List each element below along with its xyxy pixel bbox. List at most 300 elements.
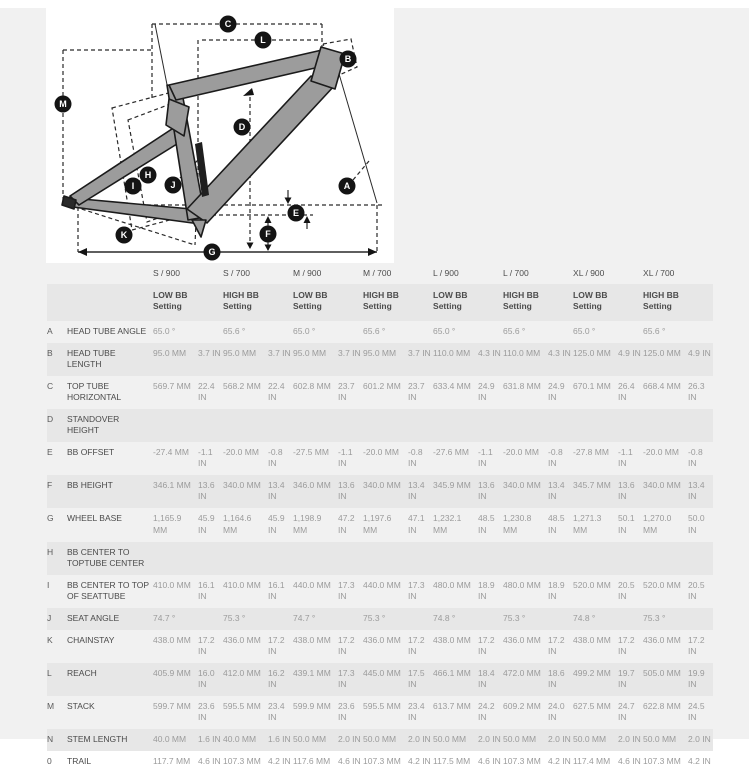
value-mm: 75.3 ° <box>643 608 688 630</box>
bike-frame-geometry-diagram <box>46 8 394 263</box>
value-mm: 340.0 MM <box>223 475 268 508</box>
dimension-name: HEAD TUBE LENGTH <box>67 343 153 376</box>
dimension-name: HEAD TUBE ANGLE <box>67 325 147 336</box>
value-in: 24.5 IN <box>688 700 705 723</box>
empty-cell <box>198 542 223 575</box>
value-mm: 117.4 MM <box>573 756 611 767</box>
svg-text:K: K <box>120 230 128 241</box>
value-in: 1.6 IN <box>198 729 223 751</box>
value-mm: 436.0 MM <box>223 634 261 645</box>
bb-setting-header: HIGH BB Setting <box>643 284 713 321</box>
value-in: 24.7 IN <box>618 700 635 723</box>
bb-setting-header: LOW BB Setting <box>573 284 643 321</box>
value-in: 24.2 IN <box>478 700 495 723</box>
table-row-C <box>47 376 713 409</box>
value-in: 23.7 IN <box>338 381 355 403</box>
bb-shell <box>192 220 206 237</box>
value-mm: 65.0 ° <box>293 325 316 336</box>
value-mm: 117.5 MM <box>433 756 471 767</box>
empty-cell <box>433 409 478 442</box>
empty-cell <box>688 542 713 575</box>
value-mm: -27.5 MM <box>293 447 329 458</box>
empty-cell <box>548 542 573 575</box>
value-mm: 117.7 MM <box>153 756 191 767</box>
value-in: 23.6 IN <box>338 700 355 723</box>
size-header: M / 700 <box>363 268 392 278</box>
svg-text:B: B <box>344 54 352 65</box>
value-in: 4.9 IN <box>618 343 643 376</box>
empty-cell <box>478 542 503 575</box>
value-mm: 1,230.8 MM <box>503 513 532 535</box>
value-in: 16.2 IN <box>268 663 293 696</box>
value-in <box>198 608 223 630</box>
value-in: 16.1 IN <box>268 579 285 601</box>
dimension-name: BB HEIGHT <box>67 475 153 508</box>
value-in: 20.5 IN <box>688 579 705 601</box>
value-in: 4.6 IN <box>338 756 361 767</box>
value-in <box>618 321 643 343</box>
value-mm: 440.0 MM <box>293 579 331 590</box>
value-mm: 346.1 MM <box>153 475 198 508</box>
value-in: 17.2 IN <box>688 634 705 656</box>
value-mm: 1,164.6 MM <box>223 513 252 535</box>
value-in <box>618 608 643 630</box>
bb-setting-header: LOW BB Setting <box>293 284 363 321</box>
dimension-name: STACK <box>67 700 95 711</box>
value-mm: 340.0 MM <box>363 475 408 508</box>
value-in <box>548 321 573 343</box>
empty-cell <box>408 409 433 442</box>
value-in: 2.0 IN <box>478 729 503 751</box>
value-mm: 499.2 MM <box>573 663 618 696</box>
value-mm: 622.8 MM <box>643 700 681 711</box>
value-in: 23.4 IN <box>408 700 425 723</box>
empty-cell <box>643 409 688 442</box>
value-in: 17.2 IN <box>408 634 425 656</box>
value-mm: 410.0 MM <box>223 579 261 590</box>
empty-cell <box>223 542 268 575</box>
svg-text:J: J <box>170 180 176 191</box>
value-mm: 65.6 ° <box>363 325 386 336</box>
value-in: 24.9 IN <box>478 381 495 403</box>
dimension-name: BB CENTER TO TOPTUBE CENTER <box>67 542 153 575</box>
value-in: 2.0 IN <box>338 729 363 751</box>
dimension-label-F <box>260 226 277 243</box>
dimension-letter: M <box>47 700 55 711</box>
table-row-L <box>47 663 713 696</box>
value-mm: 1,198.9 MM <box>293 513 322 535</box>
empty-cell <box>618 542 643 575</box>
value-mm: 50.0 MM <box>573 729 618 751</box>
empty-cell <box>688 409 713 442</box>
svg-text:A: A <box>343 181 351 192</box>
value-mm: 595.5 MM <box>363 700 401 711</box>
bb-setting-header: HIGH BB Setting <box>363 284 433 321</box>
dimension-label-A <box>339 178 356 195</box>
value-mm: 599.9 MM <box>293 700 331 711</box>
empty-cell <box>478 409 503 442</box>
value-mm: 670.1 MM <box>573 381 611 392</box>
value-mm: 438.0 MM <box>433 634 471 645</box>
value-in: 1.6 IN <box>268 729 293 751</box>
empty-cell <box>363 409 408 442</box>
value-in: 3.7 IN <box>268 343 293 376</box>
value-in: 48.5 IN <box>478 513 495 535</box>
value-in: 4.6 IN <box>618 756 641 767</box>
value-in: 4.2 IN <box>408 756 431 767</box>
value-mm: 65.6 ° <box>503 325 526 336</box>
value-in: 18.6 IN <box>548 663 573 696</box>
dimension-label-M <box>55 96 72 113</box>
value-mm: -27.4 MM <box>153 447 189 458</box>
dimension-letter: J <box>47 608 67 630</box>
value-mm: 107.3 MM <box>503 756 541 767</box>
value-mm: 1,165.9 MM <box>153 513 182 535</box>
bb-setting-header-row <box>47 284 713 321</box>
value-in: 13.4 IN <box>688 475 713 508</box>
value-mm: 50.0 MM <box>363 729 408 751</box>
value-mm: -20.0 MM <box>223 447 259 458</box>
value-mm: 438.0 MM <box>153 634 191 645</box>
value-in: 4.6 IN <box>478 756 501 767</box>
value-mm: 65.0 ° <box>433 325 456 336</box>
value-in: 4.3 IN <box>548 343 573 376</box>
value-mm: 520.0 MM <box>573 579 611 590</box>
dimension-name: CHAINSTAY <box>67 634 115 645</box>
chainstay-tube <box>70 197 202 224</box>
value-in: 19.7 IN <box>618 663 643 696</box>
value-in: 18.9 IN <box>548 579 565 601</box>
size-header: L / 900 <box>433 268 459 278</box>
table-row-D <box>47 409 713 442</box>
value-mm: 599.7 MM <box>153 700 191 711</box>
value-mm: 410.0 MM <box>153 579 191 590</box>
empty-cell <box>153 409 198 442</box>
geometry-table-wrap <box>47 263 713 773</box>
value-in: 13.4 IN <box>408 475 433 508</box>
value-mm: 107.3 MM <box>223 756 261 767</box>
value-in: 19.9 IN <box>688 663 713 696</box>
geometry-diagram-panel <box>46 8 394 263</box>
value-mm: 95.0 MM <box>293 343 338 376</box>
value-in <box>268 608 293 630</box>
value-mm: 595.5 MM <box>223 700 261 711</box>
bb-setting-header: LOW BB Setting <box>433 284 503 321</box>
dimension-label-D <box>234 119 251 136</box>
value-in: 17.5 IN <box>408 663 433 696</box>
value-mm: 50.0 MM <box>643 729 688 751</box>
value-in: 4.2 IN <box>268 756 291 767</box>
value-in: 2.0 IN <box>688 729 713 751</box>
size-header: XL / 900 <box>573 268 605 278</box>
svg-text:D: D <box>238 122 246 133</box>
empty-cell <box>573 409 618 442</box>
value-in <box>478 608 503 630</box>
value-in: 24.9 IN <box>548 381 565 403</box>
svg-text:F: F <box>265 229 271 240</box>
table-row-0 <box>47 751 713 773</box>
value-in: 17.3 IN <box>338 579 355 601</box>
empty-cell <box>268 542 293 575</box>
value-in: 26.3 IN <box>688 381 705 403</box>
size-header: S / 900 <box>153 268 180 278</box>
value-in: -1.1 IN <box>618 447 633 469</box>
value-mm: 633.4 MM <box>433 381 471 392</box>
value-mm: 472.0 MM <box>503 663 548 696</box>
value-mm: 668.4 MM <box>643 381 681 392</box>
value-mm: -20.0 MM <box>643 447 679 458</box>
value-mm: 340.0 MM <box>503 475 548 508</box>
dimension-label-E <box>288 205 305 222</box>
value-in: 2.0 IN <box>618 729 643 751</box>
bb-setting-header: HIGH BB Setting <box>503 284 573 321</box>
dimension-letter: 0 <box>47 756 52 767</box>
value-in: -1.1 IN <box>198 447 213 469</box>
svg-text:I: I <box>131 181 135 192</box>
dimension-label-B <box>340 51 357 68</box>
value-in: 23.6 IN <box>198 700 215 723</box>
value-mm: 346.0 MM <box>293 475 338 508</box>
value-mm: 1,197.6 MM <box>363 513 392 535</box>
value-in: 13.6 IN <box>478 475 503 508</box>
value-in: 3.7 IN <box>338 343 363 376</box>
value-in: 23.4 IN <box>268 700 285 723</box>
value-in: 24.0 IN <box>548 700 565 723</box>
table-row-G <box>47 508 713 541</box>
svg-text:C: C <box>224 19 232 30</box>
value-mm: 110.0 MM <box>503 343 548 376</box>
value-mm: 436.0 MM <box>643 634 681 645</box>
dimension-name: STEM LENGTH <box>67 729 153 751</box>
value-mm: 65.6 ° <box>643 325 666 336</box>
table-row-A <box>47 321 713 343</box>
size-header-row <box>47 263 713 284</box>
value-mm: 95.0 MM <box>363 343 408 376</box>
value-mm: 50.0 MM <box>293 729 338 751</box>
dimension-label-H <box>140 167 157 184</box>
dimension-letter: L <box>47 663 67 696</box>
value-mm: 107.3 MM <box>643 756 681 767</box>
value-in: 13.6 IN <box>198 475 223 508</box>
value-mm: 439.1 MM <box>293 663 338 696</box>
value-in: 4.3 IN <box>478 343 503 376</box>
value-mm: 125.0 MM <box>573 343 618 376</box>
value-in <box>688 608 713 630</box>
dimension-letter: C <box>47 381 54 392</box>
dimension-letter: B <box>47 343 67 376</box>
value-in <box>408 321 433 343</box>
value-in <box>408 608 433 630</box>
value-mm: 107.3 MM <box>363 756 401 767</box>
empty-cell <box>363 542 408 575</box>
value-mm: 569.7 MM <box>153 381 191 392</box>
table-row-F <box>47 475 713 508</box>
dimension-letter: D <box>47 409 67 442</box>
value-mm: -20.0 MM <box>503 447 539 458</box>
value-mm: 568.2 MM <box>223 381 261 392</box>
value-in: 45.9 IN <box>198 513 215 535</box>
dimension-label-L <box>255 32 272 49</box>
value-mm: 345.9 MM <box>433 475 478 508</box>
page-background <box>0 8 749 767</box>
value-in: 26.4 IN <box>618 381 635 403</box>
value-in: 20.5 IN <box>618 579 635 601</box>
dimension-label-K <box>116 227 133 244</box>
value-in: 2.0 IN <box>548 729 573 751</box>
value-mm: 40.0 MM <box>153 729 198 751</box>
value-mm: 75.3 ° <box>503 608 548 630</box>
value-mm: 1,270.0 MM <box>643 513 672 535</box>
value-mm: 627.5 MM <box>573 700 611 711</box>
value-in: 17.2 IN <box>618 634 635 656</box>
value-in: 13.4 IN <box>548 475 573 508</box>
value-in: 47.1 IN <box>408 513 425 535</box>
value-in: 3.7 IN <box>198 343 223 376</box>
value-in <box>268 321 293 343</box>
value-mm: -27.8 MM <box>573 447 609 458</box>
value-mm: 340.0 MM <box>643 475 688 508</box>
dimension-name: TRAIL <box>67 756 92 767</box>
dimension-letter: G <box>47 513 54 524</box>
value-mm: 345.7 MM <box>573 475 618 508</box>
dimension-letter: A <box>47 325 53 336</box>
svg-text:E: E <box>292 208 300 219</box>
value-in <box>478 321 503 343</box>
value-in: 16.0 IN <box>198 663 223 696</box>
value-mm: 50.0 MM <box>503 729 548 751</box>
dimension-label-G <box>204 244 221 261</box>
value-mm: 609.2 MM <box>503 700 541 711</box>
dimension-name: TOP TUBE HORIZONTAL <box>67 381 122 403</box>
value-in: 4.2 IN <box>548 756 571 767</box>
value-mm: 74.7 ° <box>153 608 198 630</box>
table-row-J <box>47 608 713 630</box>
value-mm: -20.0 MM <box>363 447 399 458</box>
dimension-letter: I <box>47 579 50 590</box>
dimension-letter: E <box>47 447 53 458</box>
empty-cell <box>408 542 433 575</box>
dimension-name: BB OFFSET <box>67 447 115 458</box>
bb-setting-header: LOW BB Setting <box>153 284 223 321</box>
value-mm: 520.0 MM <box>643 579 681 590</box>
value-in: 48.5 IN <box>548 513 565 535</box>
table-row-N <box>47 729 713 751</box>
svg-text:H: H <box>144 170 152 181</box>
value-in: -0.8 IN <box>548 447 563 469</box>
value-in: 13.6 IN <box>618 475 643 508</box>
value-in: 17.2 IN <box>338 634 355 656</box>
value-in: 50.0 IN <box>688 513 705 535</box>
table-row-I <box>47 575 713 608</box>
geometry-table <box>47 263 713 773</box>
value-mm: 613.7 MM <box>433 700 471 711</box>
value-in: -0.8 IN <box>688 447 703 469</box>
dimension-label-J <box>165 177 182 194</box>
empty-cell <box>198 409 223 442</box>
value-mm: 1,232.1 MM <box>433 513 462 535</box>
value-mm: 505.0 MM <box>643 663 688 696</box>
value-in: 50.1 IN <box>618 513 635 535</box>
svg-text:L: L <box>260 35 266 46</box>
empty-cell <box>503 409 548 442</box>
dimension-letter: H <box>47 542 67 575</box>
value-in <box>688 321 713 343</box>
value-mm: 480.0 MM <box>433 579 471 590</box>
value-mm: 480.0 MM <box>503 579 541 590</box>
empty-cell <box>338 409 363 442</box>
value-in: 22.4 IN <box>198 381 215 403</box>
value-in: 13.4 IN <box>268 475 293 508</box>
value-mm: -27.6 MM <box>433 447 469 458</box>
table-row-M <box>47 696 713 729</box>
bb-setting-header: HIGH BB Setting <box>223 284 293 321</box>
value-in: 17.2 IN <box>268 634 285 656</box>
value-mm: 436.0 MM <box>363 634 401 645</box>
empty-cell <box>643 542 688 575</box>
value-mm: 117.6 MM <box>293 756 331 767</box>
value-in: -1.1 IN <box>338 447 353 469</box>
dimension-letter: K <box>47 634 53 645</box>
table-row-H <box>47 542 713 575</box>
value-in: 17.2 IN <box>198 634 215 656</box>
value-in: 13.6 IN <box>338 475 363 508</box>
empty-cell <box>503 542 548 575</box>
dimension-name: SEAT ANGLE <box>67 608 153 630</box>
svg-text:M: M <box>59 99 67 110</box>
value-mm: 440.0 MM <box>363 579 401 590</box>
value-mm: 466.1 MM <box>433 663 478 696</box>
value-in: 18.9 IN <box>478 579 495 601</box>
value-in <box>548 608 573 630</box>
dimension-label-C <box>220 16 237 33</box>
empty-cell <box>293 409 338 442</box>
value-mm: 438.0 MM <box>293 634 331 645</box>
dimension-letter: F <box>47 475 67 508</box>
value-in: -0.8 IN <box>408 447 423 469</box>
dimension-name: STANDOVER HEIGHT <box>67 409 153 442</box>
value-mm: 75.3 ° <box>363 608 408 630</box>
table-row-K <box>47 630 713 663</box>
value-in: 17.3 IN <box>408 579 425 601</box>
seatstay-tube <box>70 127 185 205</box>
value-mm: 436.0 MM <box>503 634 541 645</box>
svg-text:G: G <box>208 247 216 258</box>
value-mm: 125.0 MM <box>643 343 688 376</box>
value-mm: 405.9 MM <box>153 663 198 696</box>
size-header: L / 700 <box>503 268 529 278</box>
value-in: 2.0 IN <box>408 729 433 751</box>
value-mm: 412.0 MM <box>223 663 268 696</box>
value-in: 4.2 IN <box>688 756 711 767</box>
value-mm: 601.2 MM <box>363 381 401 392</box>
value-in: 17.3 IN <box>338 663 363 696</box>
value-in: 16.1 IN <box>198 579 215 601</box>
value-in: -1.1 IN <box>478 447 493 469</box>
value-in: 23.7 IN <box>408 381 425 403</box>
empty-cell <box>223 409 268 442</box>
size-header: S / 700 <box>223 268 250 278</box>
empty-cell <box>293 542 338 575</box>
value-mm: 75.3 ° <box>223 608 268 630</box>
value-mm: 65.6 ° <box>223 325 246 336</box>
dimension-letter: N <box>47 729 67 751</box>
value-mm: 95.0 MM <box>223 343 268 376</box>
empty-cell <box>268 409 293 442</box>
value-mm: 602.8 MM <box>293 381 331 392</box>
empty-cell <box>433 542 478 575</box>
value-mm: 631.8 MM <box>503 381 541 392</box>
table-row-B <box>47 343 713 376</box>
